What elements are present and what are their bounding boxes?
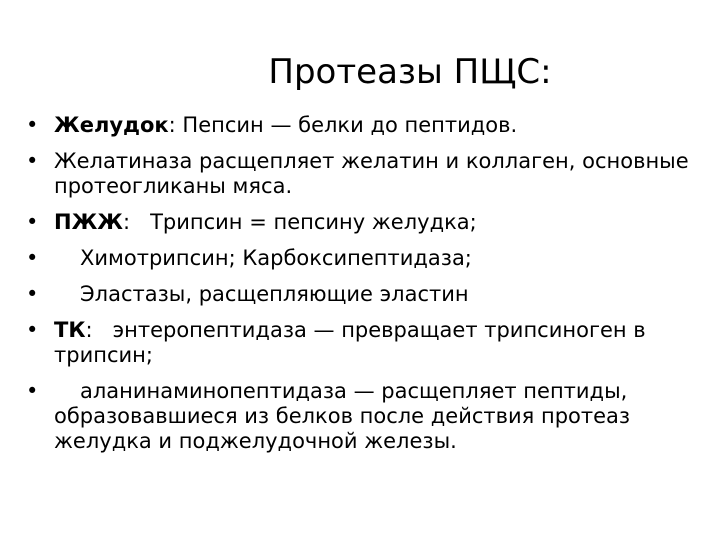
organ-label: ПЖЖ	[54, 210, 123, 234]
bullet-text: Желатиназа расщепляет желатин и коллаген, основные протеогликаны мяса.	[54, 149, 689, 198]
bullet-item-alanine-aminopeptidase	[22, 379, 702, 454]
bullet-item-chymotrypsin	[22, 246, 702, 271]
bullet-item-gelatinase	[22, 149, 702, 199]
bullet-icon: •	[26, 210, 39, 234]
organ-label: ТК	[54, 318, 86, 342]
bullet-text: Пепсин — белки до пептидов.	[175, 113, 518, 137]
bullet-icon: •	[26, 318, 39, 342]
bullet-item-elastase	[22, 282, 702, 307]
bullet-icon: •	[26, 113, 39, 137]
bullet-item-intestine	[22, 318, 702, 368]
bullet-item-pancreas	[22, 210, 702, 235]
bullet-item-stomach	[22, 113, 702, 138]
organ-label: Желудок	[54, 113, 169, 137]
bullet-icon: •	[26, 149, 39, 173]
organ-colon: :	[123, 210, 131, 234]
organ-colon: :	[85, 318, 93, 342]
bullet-text: Химотрипсин; Карбоксипептидаза;	[80, 246, 472, 270]
bullet-icon: •	[26, 282, 39, 306]
slide-title: Протеазы ПЩС:	[268, 52, 552, 92]
bullet-text: Эластазы, расщепляющие эластин	[80, 282, 469, 306]
bullet-text: энтеропептидаза — превращает трипсиноген в трипсин;	[54, 318, 646, 367]
bullet-icon: •	[26, 246, 39, 270]
bullet-icon: •	[26, 379, 39, 403]
bullet-text: аланинаминопептидаза — расщепляет пептиды, образовавшиеся из белков после действия протеаз желудка и поджелудочной железы.	[54, 379, 631, 453]
organ-colon: :	[168, 113, 176, 137]
bullet-text: Трипсин = пепсину желудка;	[150, 210, 477, 234]
bullet-list	[22, 113, 702, 465]
